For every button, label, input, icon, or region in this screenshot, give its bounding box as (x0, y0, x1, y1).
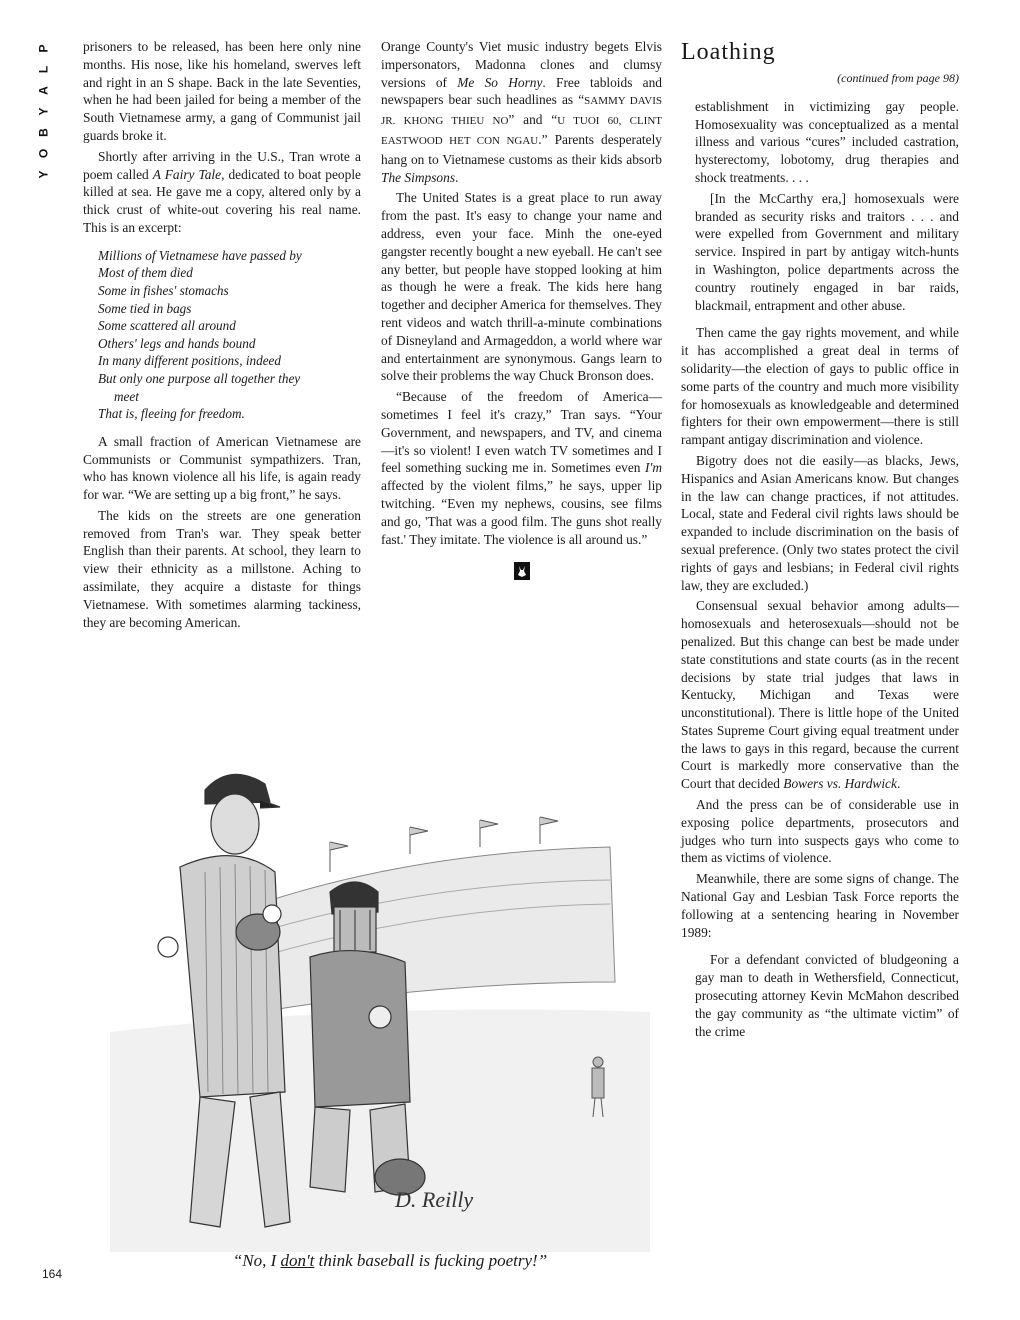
paragraph (83, 148, 361, 237)
quote-paragraph: establishment in victimizing gay people. Homosexuality was conceptualized as a mental illness and various “cures” included castration, hysterectomy, lobotomy, drug therapies and shock treatments. . . . (695, 98, 959, 185)
paragraph: prisoners to be released, has been here only nine months. His nose, like his homeland, swerves left and right in an S shape. Back in the late Seventies, when he had been jailed for being a member of the South Vietnamese army, a gang of Communist jail guards broke it. (83, 39, 361, 143)
song-title: Me So Horny (457, 74, 543, 90)
end-mark-bunny-icon (381, 562, 662, 585)
paragraph: The United States is a great place to run away from the past. It's easy to change your name and address, even your face. Minh the one-eyed gangster recently bought a new eyeball. He can't see any better, but people have stopped looking at him as though he were a freak. The kids here hang together and decipher America for themselves. They rent videos and watch thrill-a-minute combinations of Disneyland and Armageddon, a world where war and entertainment are synonymous. Gangs learn to solve their problems the way Chuck Bronson does. (381, 190, 662, 384)
logo-letter: O (36, 148, 51, 159)
continued-note: (continued from page 98) (837, 71, 959, 85)
quote-paragraph: [In the McCarthy era,] homosexuals were branded as security risks and traitors . . . and were expelled from Government and military service. Inspired in part by antigay witch-hunts in Washington, police departments across the country routinely engaged in bar raids, blackmail, entrapment and other abuse. (695, 190, 959, 313)
paragraph: And the press can be of considerable use in exposing police departments, prosecutors and judges who turn into suspects gays who come to them as victims of violence. (681, 797, 959, 866)
logo-letter: L (36, 65, 51, 74)
text: . (896, 776, 901, 792)
logo-letter: Y (36, 107, 51, 116)
paragraph: Bigotry does not die easily—as blacks, Jews, Hispanics and Asian Americans know. But changes in the law can change practices, if not attitudes. Local, state and Federal civil rights laws should be expanded to include discrimination on the basis of sexual preference. (Only two states protect the civil rights of gays and lesbians; in Federal civil rights law, they are excluded.) (681, 452, 959, 593)
text: , dedicated to boat people killed at sea. He gave me a copy, altered only by a thick crust of white-out covering his real name. This is an excerpt: (83, 166, 361, 235)
paragraph (681, 597, 959, 793)
magazine-logo-vertical (34, 38, 54, 185)
paragraph: Then came the gay rights movement, and while it has accomplished a great deal in terms of solidarity—the election of gays to public office in some parts of the country and much more visibility for homosexuals as knowledgeable and determined fighters for their own empowerment—there is still rampant antigay discrimination and violence. (681, 325, 959, 448)
cartoon-caption (150, 1250, 630, 1272)
block-quote (695, 951, 959, 1040)
poem-line: That is, fleeing for freedom. (98, 406, 245, 422)
cartoon-signature: D. Reilly (395, 1187, 474, 1212)
article-column-2 (381, 38, 662, 585)
poem-line: meet (114, 388, 139, 404)
logo-letter: Y (36, 170, 51, 179)
show-title: The Simpsons (381, 169, 456, 185)
poem-line: Some tied in bags (98, 300, 192, 316)
case-name: Bowers vs. Hardwick (783, 776, 897, 792)
headline-text: SAMMY DAVIS JR. KHONG THIEU NO (381, 95, 662, 128)
poem-line: Most of them died (98, 265, 193, 281)
paragraph (381, 38, 662, 186)
text: Shortly after arriving in the U.S., Tran wrote a poem called (83, 148, 361, 182)
paragraph: A small fraction of American Vietnamese are Communists or Communist sympathizers. Tran, who has known violence all his life, is again ready for war. “We are setting up a big front,” he says. (83, 433, 361, 503)
logo-letter: A (36, 86, 51, 95)
poem-line: Others' legs and hands bound (98, 335, 256, 351)
text: . Free tabloids and newspapers bear such headlines as “ (381, 74, 662, 108)
poem-excerpt (98, 247, 361, 423)
article-heading: Loathing (681, 39, 776, 65)
headline-text: U TUOI 60, CLINT EASTWOOD HET CON NGAU (381, 115, 663, 147)
text: .” Parents desperately hang on to Vietnamese customs as their kids absorb (381, 131, 662, 167)
cartoon-drawing (110, 732, 650, 1252)
page-number: 164 (42, 1267, 63, 1281)
text: “Because of the freedom of America—sometimes I feel it's crazy,” Tran says. “Your Government, and newspapers, and TV, and cinema—it's so violent! I even watch TV sometimes and I feel something sucking me in. Sometimes even (381, 389, 662, 476)
emphasis: I'm (645, 460, 662, 476)
bunny-icon (514, 562, 530, 580)
poem-title: A Fairy Tale (152, 166, 222, 182)
logo-letter: B (36, 128, 51, 137)
emphasis: don't (280, 1251, 315, 1270)
text: Consensual sexual behavior among adults—homosexuals and heterosexuals—should not be penalized. But this change can best be made under state constitutions and state courts (as in the recent decisions by state trial judges that laws in Kentucky, Michigan and Texas were unconstitutional). There is little hope of the United States Supreme Court giving equal treatment under the laws to gays in this regard, because the current Court is markedly more conservative than the Court that decided (681, 598, 959, 792)
quote-paragraph: For a defendant convicted of bludgeoning a gay man to death in Wethersfield, Connecticut, prosecuting attorney Kevin McMahon described the gay community as “the ultimate victim” of the crime (695, 952, 959, 1039)
logo-letter: P (36, 44, 51, 53)
text: think baseball is fucking poetry!” (314, 1251, 548, 1270)
paragraph (381, 388, 662, 548)
poem-line: In many different positions, indeed (98, 353, 282, 369)
poem-line: Millions of Vietnamese have passed by (98, 247, 302, 263)
text: “No, I (232, 1251, 281, 1270)
paragraph: Meanwhile, there are some signs of change. The National Gay and Lesbian Task Force reports the following at a sentencing hearing in November 1989: (681, 871, 959, 940)
poem-line: Some scattered all around (98, 318, 236, 334)
poem-line: But only one purpose all together they (98, 370, 301, 386)
text: Orange County's Viet music industry begets Elvis impersonators, Madonna clones and clumsy versions of (381, 39, 662, 90)
text: ” and “ (508, 112, 558, 128)
paragraph: The kids on the streets are one generation removed from Tran's war. They speak better English than their parents. At school, they learn to view their ethnicity as a millstone. Aching to assimilate, they acquire a distaste for things Vietnamese. With sometimes alarming tackiness, they are becoming American. (83, 507, 361, 630)
article-column-1 (83, 38, 361, 631)
poem-line: Some in fishes' stomachs (98, 282, 229, 298)
text: . (455, 169, 459, 185)
text: affected by the violent films,” he says, upper lip twitching. “Even my nephews, cousins, see films and go, 'That was a good film. The guns shot really fast.' They imitate. The violence is all around us.” (381, 478, 662, 547)
article-column-3 (681, 38, 959, 1040)
block-quote (695, 98, 959, 315)
baseball-cartoon (110, 732, 650, 1252)
